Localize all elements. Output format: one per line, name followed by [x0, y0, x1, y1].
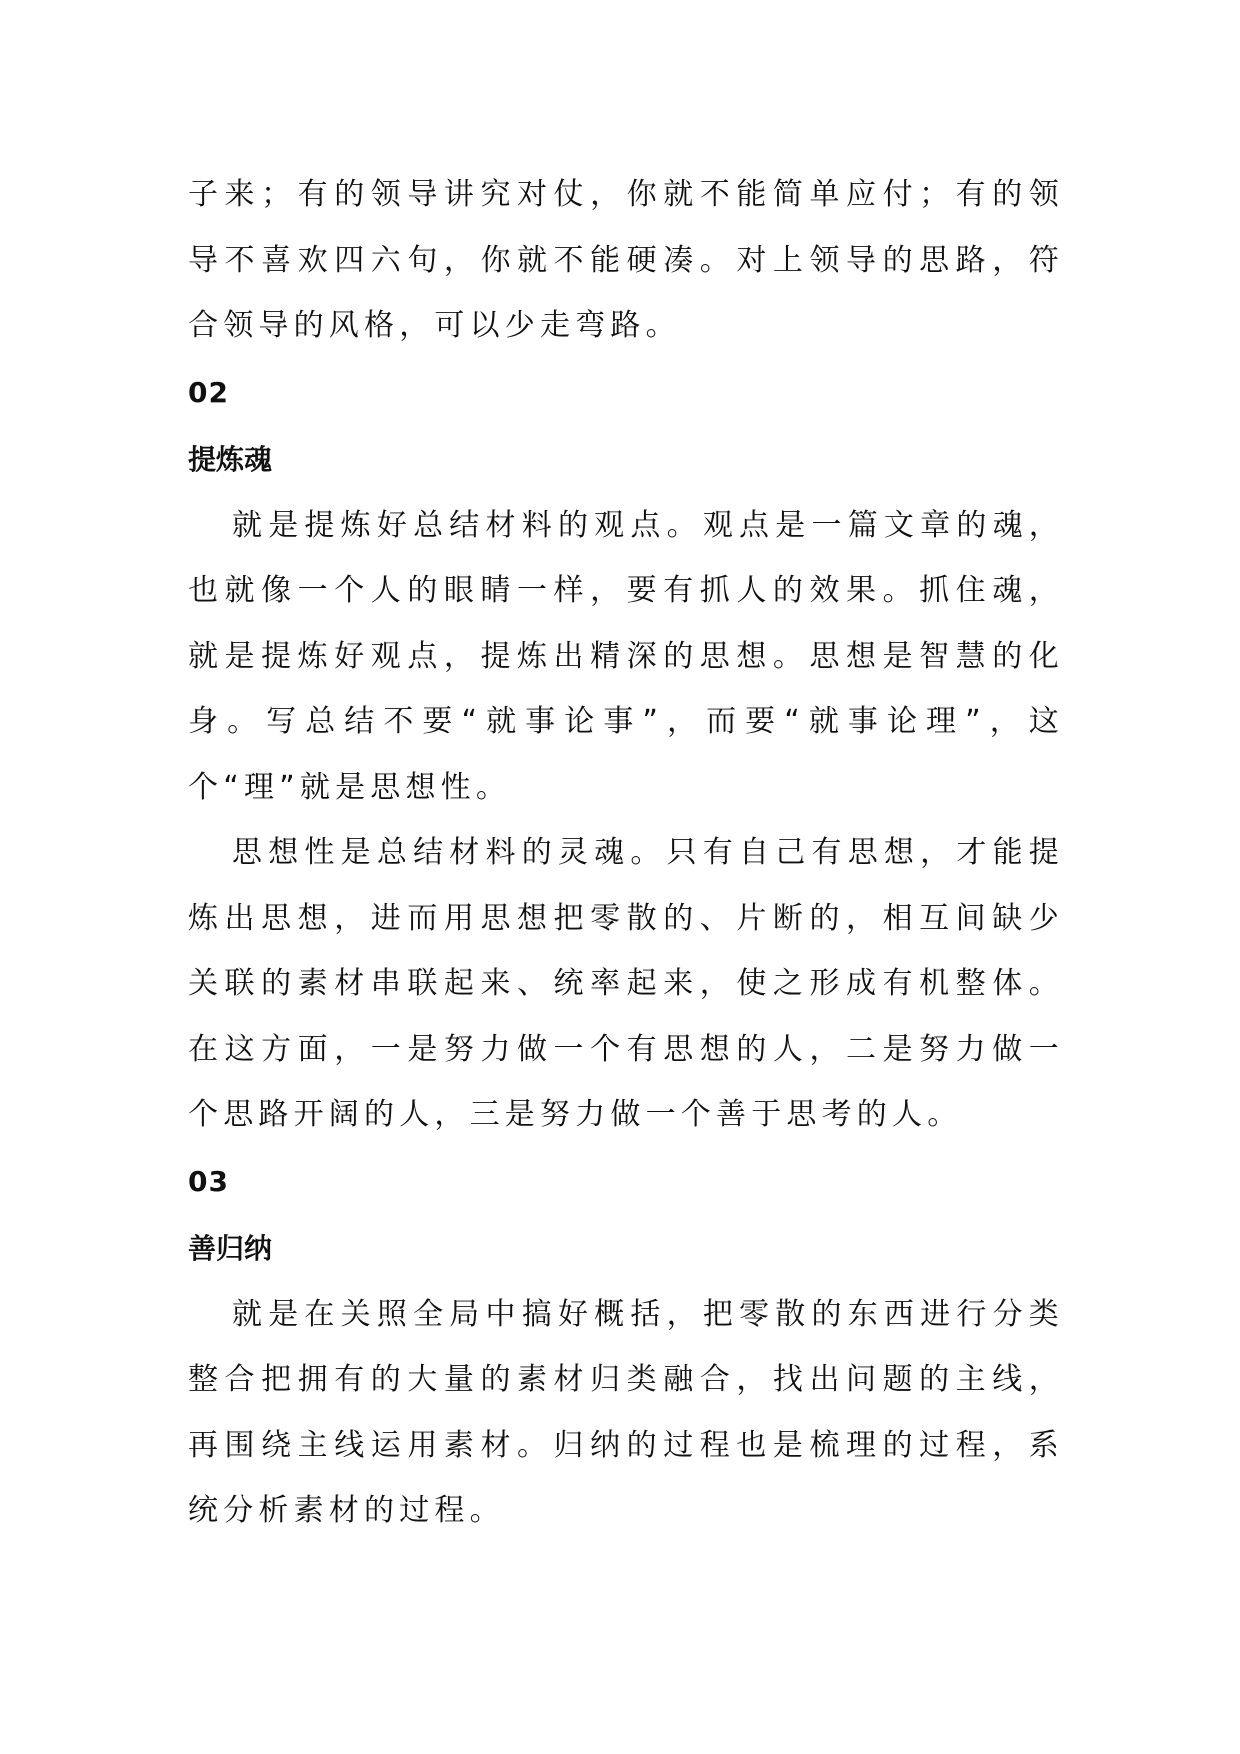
- section-heading-tilianhun: 提炼魂: [188, 442, 273, 476]
- body-paragraph: 就是在关照全局中搞好概括，把零散的东西进行分类整合把拥有的大量的素材归类融合，找出问题的主线，再围绕主线运用素材。归纳的过程也是梳理的过程，系统分析素材的过程。: [188, 1296, 1064, 1528]
- section-number-02: 02: [188, 375, 229, 409]
- body-paragraph: 思想性是总结材料的灵魂。只有自己有思想，才能提炼出思想，进而用思想把零散的、片断的，相互间缺少关联的素材串联起来、统率起来，使之形成有机整体。在这方面，一是努力做一个有思想的人，二是努力做一个思路开阔的人，三是努力做一个善于思考的人。: [188, 835, 1064, 1132]
- section-heading-shanguina: 善归纳: [188, 1231, 273, 1265]
- body-paragraph: 就是提炼好总结材料的观点。观点是一篇文章的魂，也就像一个人的眼睛一样，要有抓人的效果。抓住魂，就是提炼好观点，提炼出精深的思想。思想是智慧的化身。写总结不要“就事论事”，而要“就事论理”，这个“理”就是思想性。: [188, 507, 1064, 805]
- section-number-03: 03: [188, 1164, 229, 1198]
- continued-paragraph: 子来；有的领导讲究对仗，你就不能简单应付；有的领导不喜欢四六句，你就不能硬凑。对上领导的思路，符合领导的风格，可以少走弯路。: [188, 177, 1064, 343]
- document-page: [188, 162, 1064, 1544]
